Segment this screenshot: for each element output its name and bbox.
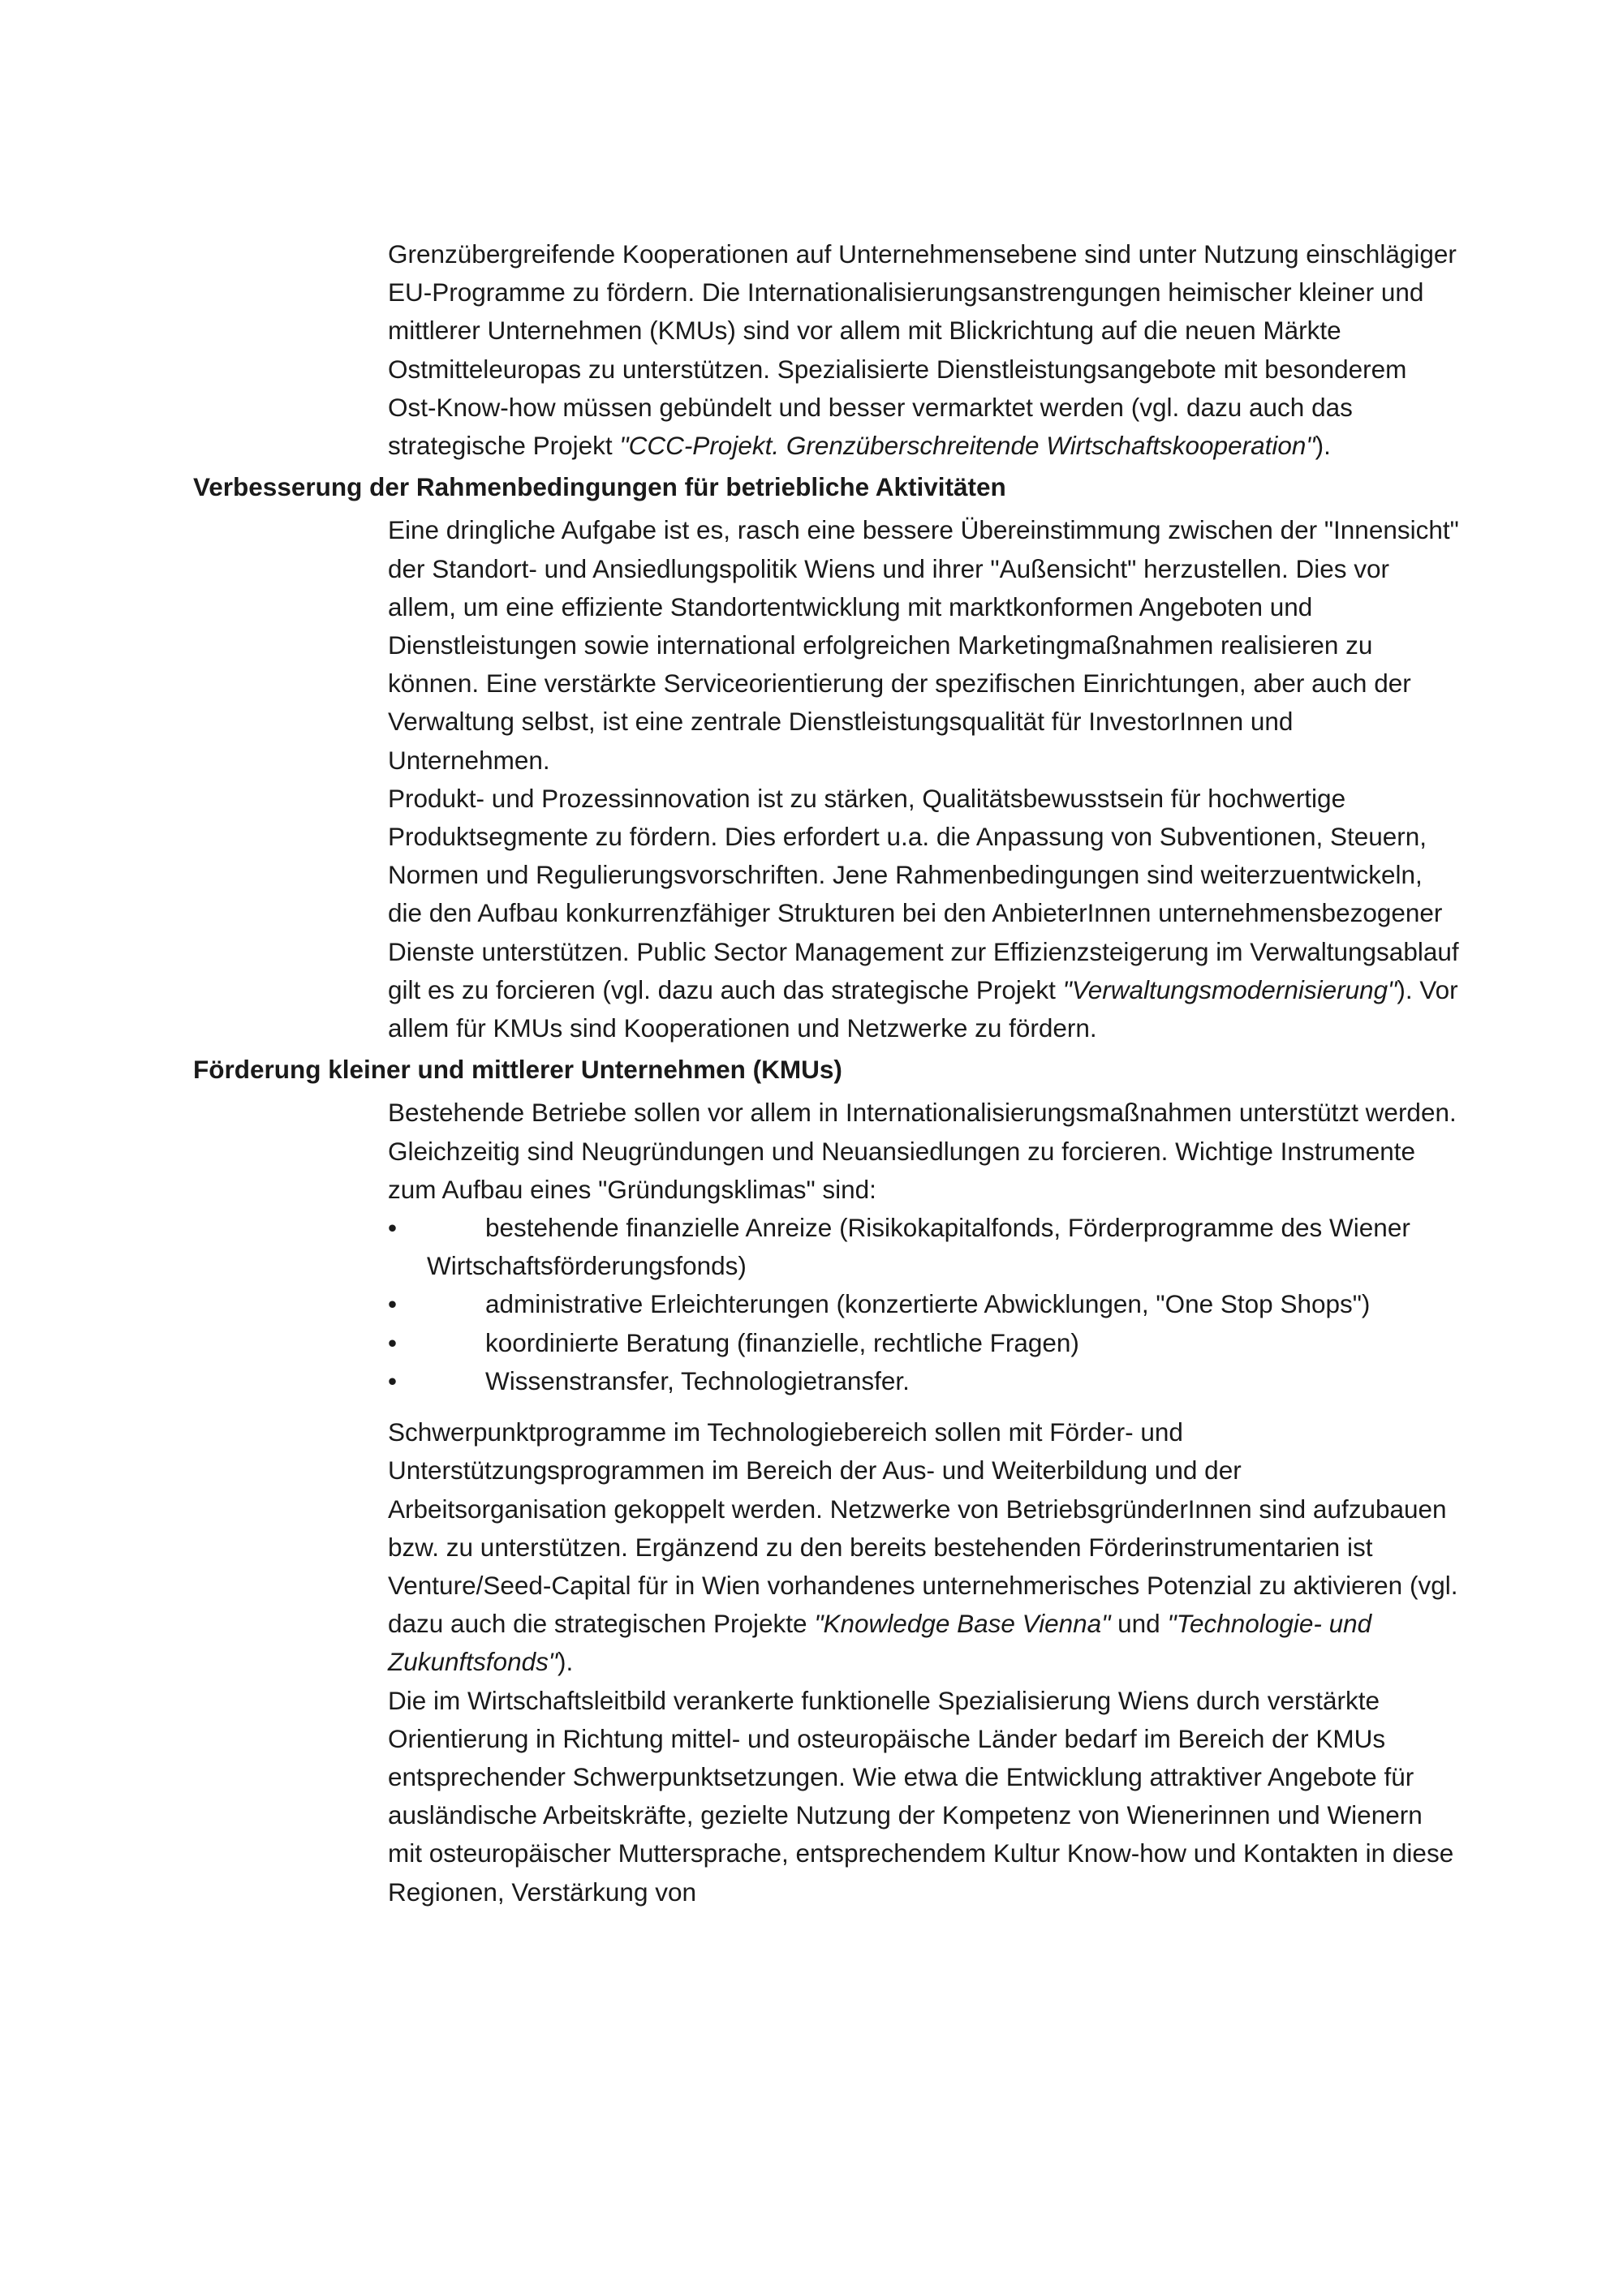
list-item-text: koordinierte Beratung (finanzielle, rechtliche Fragen) [485, 1327, 1079, 1357]
list-item [388, 1362, 1459, 1400]
rahmen-block [388, 511, 1459, 1047]
list-item [388, 1285, 1459, 1323]
intro-project-reference: "CCC-Projekt. Grenzüberschreitende Wirtschaftskooperation" [619, 431, 1315, 461]
intro-block [388, 235, 1459, 465]
rahmen-project-reference: "Verwaltungsmodernisierung" [1062, 974, 1397, 1004]
list-item [388, 1209, 1459, 1285]
kmu-p2-text-mid: und [1110, 1609, 1168, 1639]
kmu-paragraph-2 [388, 1413, 1459, 1681]
list-item-text: bestehende finanzielle Anreize (Risikokapitalfonds, Förderprogramme des Wiener Wirtschaftsförderungsfonds) [427, 1213, 1410, 1281]
kmu-project-reference-1: "Knowledge Base Vienna" [814, 1609, 1111, 1639]
instrument-list [388, 1209, 1459, 1400]
intro-text-a: Grenzübergreifende Kooperationen auf Unternehmensebene sind unter Nutzung einschlägiger EU-Programme zu fördern. Die Internationalisierungsanstrengungen heimischer kleiner und mittlerer Unternehmen (KMUs) sind vor allem mit Blickrichtung auf die neuen Märkte Ostmitteleuropas zu unterstützen. Spezialisierte Dienstleistungsangebote mit besonderem Ost-Know-how müssen gebündelt und besser vermarktet werden (vgl. dazu auch das strategische Projekt [388, 239, 1457, 461]
heading-kmu: Förderung kleiner und mittlerer Unternehmen (KMUs) [193, 1055, 842, 1085]
document-body [193, 235, 1459, 1911]
rahmen-paragraph-2 [388, 780, 1459, 1047]
kmu-p2-text-b: ). [558, 1647, 574, 1677]
intro-text-b: ). [1315, 431, 1331, 461]
kmu-project-reference-2: "Technologie- und Zukunftsfonds" [388, 1609, 1372, 1677]
kmu-paragraph-1: Bestehende Betriebe sollen vor allem in Internationalisierungsmaßnahmen unterstützt werden. Gleichzeitig sind Neugründungen und Neuansiedlungen zu forcieren. Wichtige Instrumente zum Aufbau eines "Gründungsklimas" sind: [388, 1098, 1457, 1204]
bullet-icon: • [388, 1327, 398, 1357]
list-item-text: Wissenstransfer, Technologietransfer. [485, 1365, 910, 1395]
bullet-icon: • [388, 1365, 398, 1395]
kmu-block [388, 1094, 1459, 1911]
rahmen-p2-text-b: ). Vor allem für KMUs sind Kooperationen und Netzwerke zu fördern. [388, 974, 1458, 1043]
kmu-p2-text-a: Schwerpunktprogramme im Technologiebereich sollen mit Förder- und Unterstützungsprogrammen im Bereich der Aus- und Weiterbildung und der Arbeitsorganisation gekoppelt werden. Netzwerke von BetriebsgründerInnen sind aufzubauen bzw. zu unterstützen. Ergänzend zu den bereits bestehenden Förderinstrumentarien ist Venture/Seed-Capital für in Wien vorhandenes unternehmerisches Potenzial zu aktivieren (vgl. dazu auch die strategischen Projekte [388, 1417, 1458, 1639]
kmu-paragraph-3: Die im Wirtschaftsleitbild verankerte funktionelle Spezialisierung Wiens durch verstärkte Orientierung in Richtung mittel- und osteuropäische Länder bedarf im Bereich der KMUs entsprechender Schwerpunktsetzungen. Wie etwa die Entwicklung attraktiver Angebote für ausländische Arbeitskräfte, gezielte Nutzung der Kompetenz von Wienerinnen und Wienern mit osteuropäischer Muttersprache, entsprechendem Kultur Know-how und Kontakten in diese Regionen, Verstärkung von [388, 1685, 1454, 1907]
list-item [388, 1324, 1459, 1362]
heading-rahmenbedingungen: Verbesserung der Rahmenbedingungen für betriebliche Aktivitäten [193, 472, 1006, 502]
bullet-icon: • [388, 1289, 398, 1319]
list-item-text: administrative Erleichterungen (konzertierte Abwicklungen, "One Stop Shops") [485, 1289, 1371, 1319]
bullet-icon: • [388, 1213, 398, 1243]
spacer [388, 1400, 1459, 1413]
intro-paragraph [388, 235, 1459, 465]
rahmen-paragraph-1: Eine dringliche Aufgabe ist es, rasch eine bessere Übereinstimmung zwischen der "Innensicht" der Standort- und Ansiedlungspolitik Wiens und ihrer "Außensicht" herzustellen. Dies vor allem, um eine effiziente Standortentwicklung mit marktkonformen Angeboten und Dienstleistungen sowie international erfolgreichen Marketingmaßnahmen realisieren zu können. Eine verstärkte Serviceorientierung der spezifischen Einrichtungen, aber auch der Verwaltung selbst, ist eine zentrale Dienstleistungsqualität für InvestorInnen und Unternehmen. [388, 515, 1459, 775]
rahmen-p2-text-a: Produkt- und Prozessinnovation ist zu stärken, Qualitätsbewusstsein für hochwertige Produktsegmente zu fördern. Dies erfordert u.a. die Anpassung von Subventionen, Steuern, Normen und Regulierungsvorschriften. Jene Rahmenbedingungen sind weiterzuentwickeln, die den Aufbau konkurrenzfähiger Strukturen bei den AnbieterInnen unternehmensbezogener Dienste unterstützen. Public Sector Management zur Effizienzsteigerung im Verwaltungsablauf gilt es zu forcieren (vgl. dazu auch das strategische Projekt [388, 783, 1459, 1004]
